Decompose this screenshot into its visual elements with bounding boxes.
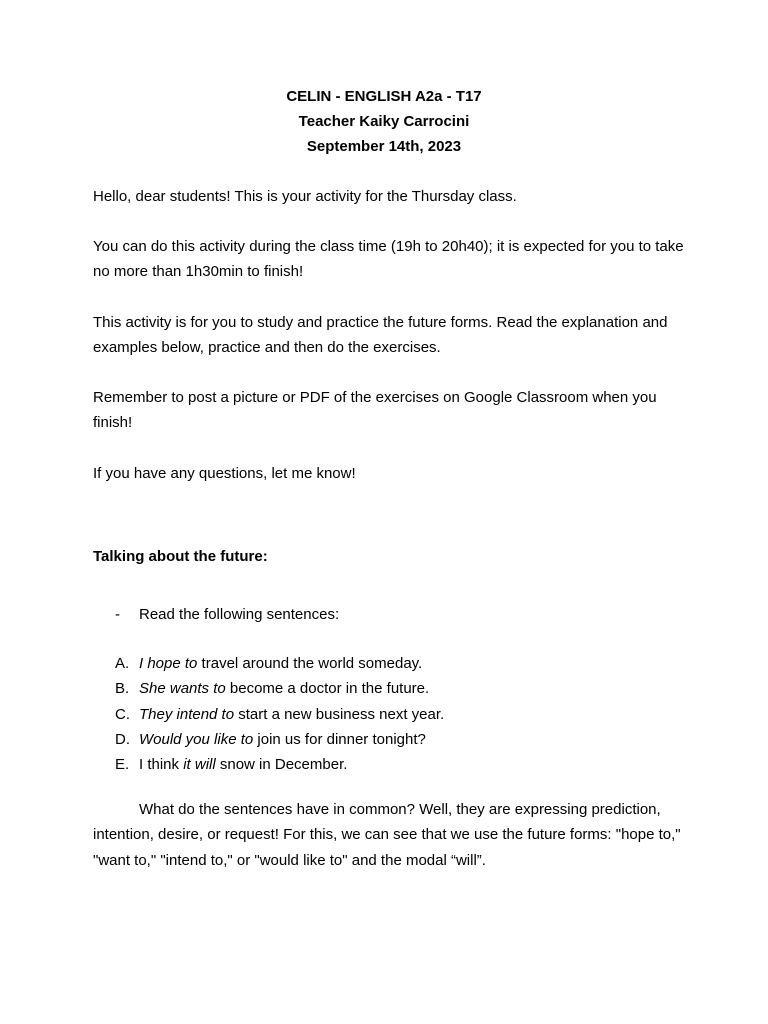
questions-paragraph: If you have any questions, let me know! (93, 465, 356, 482)
sentence-letter: D. (115, 730, 130, 748)
sentence-future-form: They intend to (139, 705, 235, 723)
sentence-text (139, 651, 422, 676)
document-date: September 14th, 2023 (306, 138, 462, 155)
teacher-name: Teacher Kaiky Carrocini (298, 113, 470, 130)
sentence-future-form: She wants to (139, 680, 226, 698)
sentence-future-form: it will (183, 756, 216, 774)
sentence-text (139, 676, 429, 701)
sentence-letter: A. (115, 655, 130, 672)
example-sentences-list (93, 651, 693, 777)
sentence-remainder: snow in December. (215, 756, 348, 774)
sentence-remainder: start a new business next year. (234, 705, 445, 723)
section-heading: Talking about the future: (93, 548, 268, 565)
example-sentence (93, 752, 693, 777)
example-sentence (93, 651, 693, 676)
instruction-text: Read the following sentences: (139, 606, 340, 623)
timing-paragraph: You can do this activity during the class time (19h to 20h40); it is expected for you to take no more than 1h30min to finish! (93, 238, 684, 280)
sentence-text (139, 752, 347, 777)
list-dash: - (115, 606, 120, 623)
explanation-text: What do the sentences have in common? Well, they are expressing prediction, intention, desire, or request! For this, we can see that we use the future forms: "hope to," "want to," "intend to," or "would like to" and the modal “will”. (93, 801, 681, 869)
sentence-text (139, 702, 444, 727)
sentence-remainder: travel around the world someday. (197, 655, 423, 672)
example-sentence (93, 676, 693, 701)
sentence-lead-in: I think (139, 756, 184, 774)
sentence-letter: E. (115, 756, 130, 774)
sentence-future-form: I hope to (139, 655, 198, 672)
purpose-paragraph: This activity is for you to study and practice the future forms. Read the explanation and examples below, practice and then do the exercises. (93, 314, 668, 356)
sentence-future-form: Would you like to (139, 730, 254, 748)
sentence-letter: B. (115, 680, 130, 698)
sentence-text (139, 727, 426, 752)
example-sentence (93, 702, 693, 727)
reminder-paragraph: Remember to post a picture or PDF of the exercises on Google Classroom when you finish! (93, 389, 657, 431)
sentence-letter: C. (115, 705, 130, 723)
course-title: CELIN - ENGLISH A2a - T17 (286, 88, 482, 105)
explanation-paragraph (93, 797, 693, 873)
sentence-remainder: become a doctor in the future. (225, 680, 430, 698)
example-sentence (93, 727, 693, 752)
greeting-paragraph: Hello, dear students! This is your activity for the Thursday class. (93, 188, 517, 205)
sentence-remainder: join us for dinner tonight? (253, 730, 426, 748)
document-header (0, 84, 768, 159)
